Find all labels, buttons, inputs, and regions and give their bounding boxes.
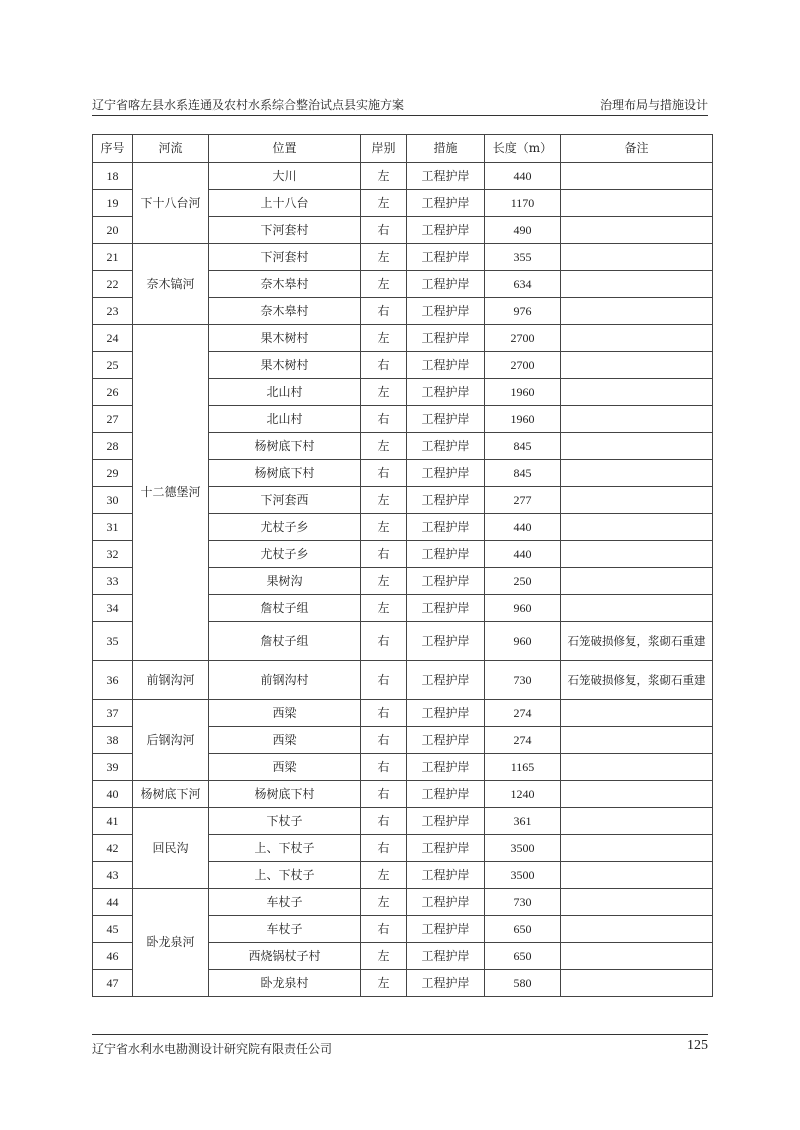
length: 580 — [485, 970, 561, 997]
location: 下河套村 — [209, 244, 361, 271]
measure: 工程护岸 — [407, 661, 485, 700]
note — [561, 862, 713, 889]
row-number: 47 — [93, 970, 133, 997]
location: 杨树底下村 — [209, 460, 361, 487]
table-header-row — [93, 135, 713, 163]
note — [561, 460, 713, 487]
bank: 左 — [361, 970, 407, 997]
note — [561, 727, 713, 754]
river-name: 下十八台河 — [133, 163, 209, 244]
measure: 工程护岸 — [407, 514, 485, 541]
length: 274 — [485, 727, 561, 754]
location: 西烧锅杖子村 — [209, 943, 361, 970]
length: 440 — [485, 163, 561, 190]
measure: 工程护岸 — [407, 217, 485, 244]
row-number: 28 — [93, 433, 133, 460]
length: 3500 — [485, 862, 561, 889]
length: 960 — [485, 622, 561, 661]
bank: 左 — [361, 163, 407, 190]
river-name: 前钢沟河 — [133, 661, 209, 700]
length: 845 — [485, 460, 561, 487]
length: 1960 — [485, 406, 561, 433]
table-row — [93, 808, 713, 835]
length: 845 — [485, 433, 561, 460]
location: 尤杖子乡 — [209, 541, 361, 568]
row-number: 23 — [93, 298, 133, 325]
bank: 左 — [361, 943, 407, 970]
length: 634 — [485, 271, 561, 298]
location: 前钢沟村 — [209, 661, 361, 700]
note — [561, 487, 713, 514]
table-body — [93, 163, 713, 997]
length: 277 — [485, 487, 561, 514]
note — [561, 754, 713, 781]
row-number: 35 — [93, 622, 133, 661]
note — [561, 541, 713, 568]
row-number: 45 — [93, 916, 133, 943]
measure: 工程护岸 — [407, 541, 485, 568]
bank: 左 — [361, 379, 407, 406]
measure: 工程护岸 — [407, 781, 485, 808]
length: 490 — [485, 217, 561, 244]
bank: 右 — [361, 754, 407, 781]
row-number: 43 — [93, 862, 133, 889]
bank: 左 — [361, 325, 407, 352]
measure: 工程护岸 — [407, 916, 485, 943]
measure: 工程护岸 — [407, 568, 485, 595]
location: 尤杖子乡 — [209, 514, 361, 541]
page-number: 125 — [687, 1038, 708, 1053]
location: 西梁 — [209, 727, 361, 754]
bank: 左 — [361, 487, 407, 514]
bank: 左 — [361, 514, 407, 541]
note — [561, 781, 713, 808]
measure: 工程护岸 — [407, 862, 485, 889]
length: 650 — [485, 916, 561, 943]
note — [561, 406, 713, 433]
row-number: 29 — [93, 460, 133, 487]
table-row — [93, 163, 713, 190]
measure: 工程护岸 — [407, 379, 485, 406]
measure: 工程护岸 — [407, 163, 485, 190]
measure: 工程护岸 — [407, 433, 485, 460]
measure: 工程护岸 — [407, 808, 485, 835]
note — [561, 352, 713, 379]
note — [561, 190, 713, 217]
length: 440 — [485, 514, 561, 541]
bank: 左 — [361, 244, 407, 271]
note — [561, 325, 713, 352]
location: 北山村 — [209, 379, 361, 406]
location: 下河套村 — [209, 217, 361, 244]
header-divider — [92, 115, 708, 116]
length: 730 — [485, 889, 561, 916]
bank: 左 — [361, 190, 407, 217]
measure: 工程护岸 — [407, 487, 485, 514]
location: 下河套西 — [209, 487, 361, 514]
col-header-bank: 岸别 — [361, 135, 407, 163]
col-header-location: 位置 — [209, 135, 361, 163]
row-number: 38 — [93, 727, 133, 754]
col-header-measure: 措施 — [407, 135, 485, 163]
bank: 左 — [361, 433, 407, 460]
row-number: 40 — [93, 781, 133, 808]
note — [561, 433, 713, 460]
note: 石笼破损修复，浆砌石重建 — [561, 622, 713, 661]
location: 果木树村 — [209, 325, 361, 352]
row-number: 20 — [93, 217, 133, 244]
note — [561, 379, 713, 406]
location: 果树沟 — [209, 568, 361, 595]
river-name: 奈木镐河 — [133, 244, 209, 325]
note — [561, 244, 713, 271]
bank: 右 — [361, 700, 407, 727]
length: 1240 — [485, 781, 561, 808]
bank: 右 — [361, 460, 407, 487]
length: 730 — [485, 661, 561, 700]
length: 2700 — [485, 325, 561, 352]
col-header-note: 备注 — [561, 135, 713, 163]
row-number: 42 — [93, 835, 133, 862]
measure: 工程护岸 — [407, 835, 485, 862]
river-name: 回民沟 — [133, 808, 209, 889]
measure: 工程护岸 — [407, 244, 485, 271]
row-number: 22 — [93, 271, 133, 298]
location: 车杖子 — [209, 889, 361, 916]
table-row — [93, 781, 713, 808]
length: 2700 — [485, 352, 561, 379]
note — [561, 271, 713, 298]
row-number: 18 — [93, 163, 133, 190]
bank: 右 — [361, 661, 407, 700]
bank: 右 — [361, 808, 407, 835]
note — [561, 808, 713, 835]
measure: 工程护岸 — [407, 406, 485, 433]
location: 大川 — [209, 163, 361, 190]
length: 1170 — [485, 190, 561, 217]
bank: 右 — [361, 835, 407, 862]
row-number: 34 — [93, 595, 133, 622]
bank: 右 — [361, 217, 407, 244]
measure: 工程护岸 — [407, 754, 485, 781]
measure: 工程护岸 — [407, 271, 485, 298]
bank: 右 — [361, 352, 407, 379]
location: 上十八台 — [209, 190, 361, 217]
note — [561, 916, 713, 943]
note: 石笼破损修复，浆砌石重建 — [561, 661, 713, 700]
page-footer — [92, 1038, 708, 1058]
measure: 工程护岸 — [407, 622, 485, 661]
measure: 工程护岸 — [407, 298, 485, 325]
row-number: 41 — [93, 808, 133, 835]
row-number: 26 — [93, 379, 133, 406]
location: 杨树底下村 — [209, 433, 361, 460]
location: 西梁 — [209, 700, 361, 727]
river-name: 十二德堡河 — [133, 325, 209, 661]
row-number: 37 — [93, 700, 133, 727]
measure: 工程护岸 — [407, 889, 485, 916]
page-header — [92, 96, 708, 114]
row-number: 31 — [93, 514, 133, 541]
location: 车杖子 — [209, 916, 361, 943]
measure: 工程护岸 — [407, 190, 485, 217]
table-row — [93, 700, 713, 727]
section-title: 治理布局与措施设计 — [599, 98, 708, 112]
location: 杨树底下村 — [209, 781, 361, 808]
length: 3500 — [485, 835, 561, 862]
length: 355 — [485, 244, 561, 271]
bank: 右 — [361, 298, 407, 325]
document-title: 辽宁省喀左县水系连通及农村水系综合整治试点县实施方案 — [92, 98, 405, 112]
length: 976 — [485, 298, 561, 325]
organization-name: 辽宁省水利水电勘测设计研究院有限责任公司 — [92, 1042, 333, 1056]
footer-divider — [92, 1034, 708, 1035]
row-number: 19 — [93, 190, 133, 217]
note — [561, 889, 713, 916]
bank: 右 — [361, 727, 407, 754]
bank: 左 — [361, 271, 407, 298]
location: 奈木皋村 — [209, 271, 361, 298]
river-name: 后钢沟河 — [133, 700, 209, 781]
location: 卧龙泉村 — [209, 970, 361, 997]
note — [561, 835, 713, 862]
measures-table — [92, 134, 713, 997]
note — [561, 298, 713, 325]
bank: 左 — [361, 595, 407, 622]
row-number: 24 — [93, 325, 133, 352]
note — [561, 595, 713, 622]
row-number: 21 — [93, 244, 133, 271]
bank: 右 — [361, 781, 407, 808]
river-name: 卧龙泉河 — [133, 889, 209, 997]
note — [561, 970, 713, 997]
bank: 右 — [361, 916, 407, 943]
location: 詹杖子组 — [209, 595, 361, 622]
note — [561, 700, 713, 727]
row-number: 33 — [93, 568, 133, 595]
length: 274 — [485, 700, 561, 727]
location: 果木树村 — [209, 352, 361, 379]
bank: 左 — [361, 889, 407, 916]
row-number: 46 — [93, 943, 133, 970]
measure: 工程护岸 — [407, 727, 485, 754]
length: 650 — [485, 943, 561, 970]
note — [561, 217, 713, 244]
col-header-length: 长度（m） — [485, 135, 561, 163]
bank: 右 — [361, 406, 407, 433]
bank: 左 — [361, 568, 407, 595]
row-number: 25 — [93, 352, 133, 379]
length: 440 — [485, 541, 561, 568]
table-row — [93, 889, 713, 916]
row-number: 36 — [93, 661, 133, 700]
note — [561, 514, 713, 541]
note — [561, 163, 713, 190]
col-header-river: 河流 — [133, 135, 209, 163]
row-number: 27 — [93, 406, 133, 433]
table-row — [93, 325, 713, 352]
length: 1960 — [485, 379, 561, 406]
length: 1165 — [485, 754, 561, 781]
measure: 工程护岸 — [407, 970, 485, 997]
col-header-no: 序号 — [93, 135, 133, 163]
bank: 右 — [361, 622, 407, 661]
note — [561, 943, 713, 970]
row-number: 32 — [93, 541, 133, 568]
length: 361 — [485, 808, 561, 835]
table-row — [93, 661, 713, 700]
length: 250 — [485, 568, 561, 595]
row-number: 30 — [93, 487, 133, 514]
location: 奈木皋村 — [209, 298, 361, 325]
row-number: 44 — [93, 889, 133, 916]
location: 上、下杖子 — [209, 862, 361, 889]
length: 960 — [485, 595, 561, 622]
location: 詹杖子组 — [209, 622, 361, 661]
location: 北山村 — [209, 406, 361, 433]
river-name: 杨树底下河 — [133, 781, 209, 808]
location: 上、下杖子 — [209, 835, 361, 862]
measure: 工程护岸 — [407, 595, 485, 622]
row-number: 39 — [93, 754, 133, 781]
note — [561, 568, 713, 595]
location: 下杖子 — [209, 808, 361, 835]
measure: 工程护岸 — [407, 700, 485, 727]
measure: 工程护岸 — [407, 352, 485, 379]
measure: 工程护岸 — [407, 943, 485, 970]
location: 西梁 — [209, 754, 361, 781]
bank: 右 — [361, 541, 407, 568]
measure: 工程护岸 — [407, 460, 485, 487]
bank: 左 — [361, 862, 407, 889]
table-row — [93, 244, 713, 271]
measure: 工程护岸 — [407, 325, 485, 352]
